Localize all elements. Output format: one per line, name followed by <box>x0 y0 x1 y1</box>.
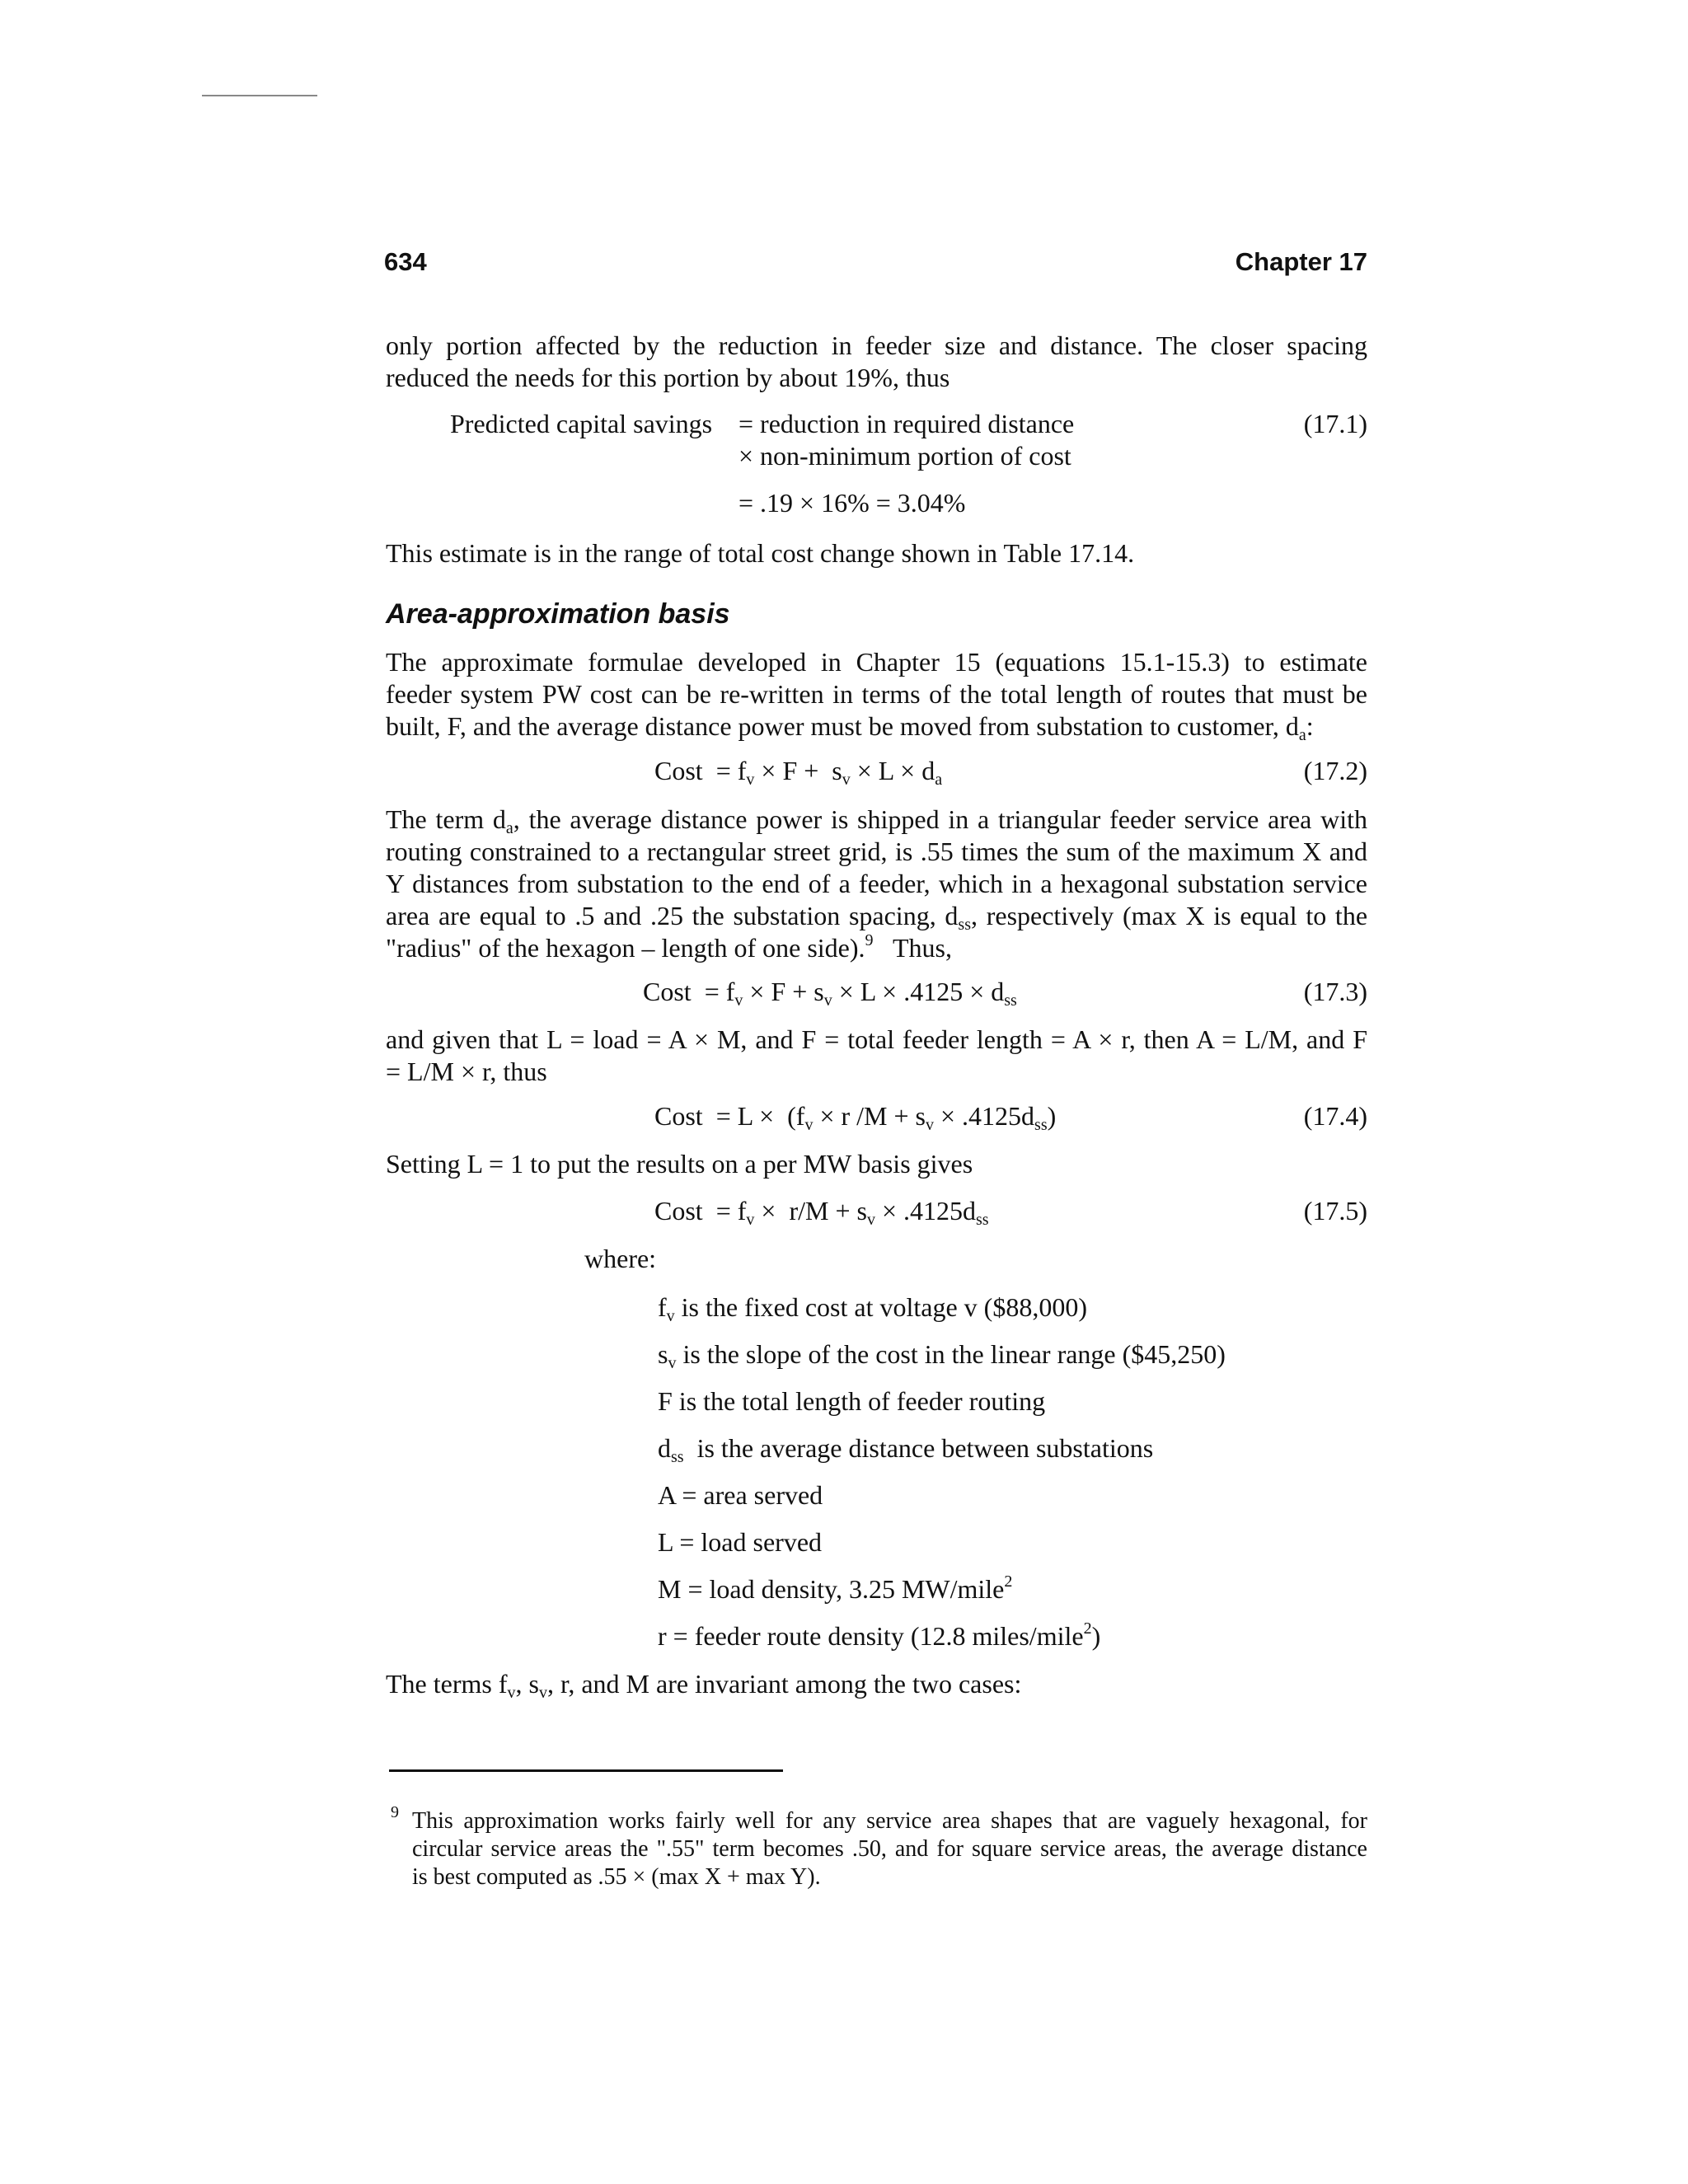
footnote-line-2: circular service areas the ".55" term becomes .50, and for square service areas, the average distance <box>412 1836 1367 1862</box>
footnote-marker: 9 <box>391 1803 399 1821</box>
para3-line-5: "radius" of the hexagon – length of one side).$^9$ Thus, <box>386 931 952 963</box>
eq-17-2-formula: Cost = $f_v \times F + s_v \times L \times d_a$ <box>654 756 943 789</box>
eq-17-3-formula: Cost = $f_v \times F + s_v \times L \times .4125 \times d_{ss}$ <box>643 977 1017 1010</box>
para4-line-2: = L/M × r, thus <box>386 1057 547 1086</box>
para2-line-1: The approximate formulae developed in Chapter 15 (equations 15.1-15.3) to estimate <box>386 647 1367 677</box>
top-rule <box>202 95 317 96</box>
section-heading: Area-approximation basis <box>386 598 730 630</box>
definition-r: r = feeder route density (12.8 miles/mile$^2$) <box>658 1619 1101 1651</box>
para5: Setting L = 1 to put the results on a per MW basis gives <box>386 1149 973 1179</box>
definition-dss: $d_{ss}$ is the average distance between substations <box>658 1433 1154 1466</box>
intro-line-2: reduced the needs for this portion by about 19%, thus <box>386 363 950 392</box>
definition-m: M = load density, 3.25 MW/mile$^2$ <box>658 1572 1013 1604</box>
definition-f: F is the total length of feeder routing <box>658 1386 1046 1416</box>
para3-line-2: routing constrained to a rectangular street grid, is .55 times the sum of the maximum X and <box>386 837 1367 866</box>
para2-line-3: built, F, and the average distance power must be moved from substation to customer, $d_a$: <box>386 711 1314 744</box>
closing-sentence: The terms $f_v$, $s_v$, r, and M are invariant among the two cases: <box>386 1669 1022 1702</box>
eq-17-4-formula: Cost = $L \times (f_v \times r$ $/M + s_v \times .4125d_{ss}$) <box>654 1101 1057 1134</box>
footnote-line-1: This approximation works fairly well for any service area shapes that are vaguely hexagonal, for <box>412 1808 1367 1834</box>
para3-line-3: Y distances from substation to the end of a feeder, which in a hexagonal substation service <box>386 869 1367 898</box>
definition-fv: $f_v$ is the fixed cost at voltage v ($88,000) <box>658 1292 1087 1325</box>
para4-line-1: and given that L = load = A × M, and F = total feeder length = A × r, then A = L/M, and F <box>386 1024 1367 1054</box>
definition-a: A = area served <box>658 1480 823 1510</box>
eq-17-1-number: (17.1) <box>1303 409 1367 438</box>
definition-sv: $s_v$ is the slope of the cost in the linear range ($45,250) <box>658 1339 1226 1372</box>
para3-line-1: The term $d_a$, the average distance power is shipped in a triangular feeder service area with <box>386 804 1368 837</box>
eq-17-1-row-2: × non-minimum portion of cost <box>738 441 1071 471</box>
eq-17-5-formula: Cost = $f_v \times r/M + s_v \times .4125d_{ss}$ <box>654 1196 989 1229</box>
para2-line-2: feeder system PW cost can be re-written in terms of the total length of routes that must be <box>386 679 1367 709</box>
eq-17-1-label: Predicted capital savings <box>450 409 713 438</box>
eq-17-5-number: (17.5) <box>1303 1196 1367 1226</box>
eq-17-4-number: (17.4) <box>1303 1101 1367 1131</box>
eq-17-1-row-3: = .19 × 16% = 3.04% <box>738 488 966 518</box>
intro-line-1: only portion affected by the reduction in feeder size and distance. The closer spacing <box>386 330 1367 360</box>
where-label: where: <box>584 1244 657 1273</box>
footnote-rule <box>389 1769 783 1772</box>
estimate-sentence: This estimate is in the range of total cost change shown in Table 17.14. <box>386 538 1135 568</box>
eq-17-3-number: (17.3) <box>1303 977 1367 1006</box>
definition-l: L = load served <box>658 1527 823 1557</box>
eq-17-1-row-1: = reduction in required distance <box>738 409 1075 438</box>
chapter-label: Chapter 17 <box>1235 247 1367 276</box>
para3-line-4: area are equal to .5 and .25 the substation spacing, $d_{ss}$, respectively (max X is equal to the <box>386 901 1368 934</box>
page-number: 634 <box>384 247 427 276</box>
eq-17-2-number: (17.2) <box>1303 756 1367 785</box>
footnote-line-3: is best computed as .55 × (max X + max Y). <box>412 1864 821 1890</box>
